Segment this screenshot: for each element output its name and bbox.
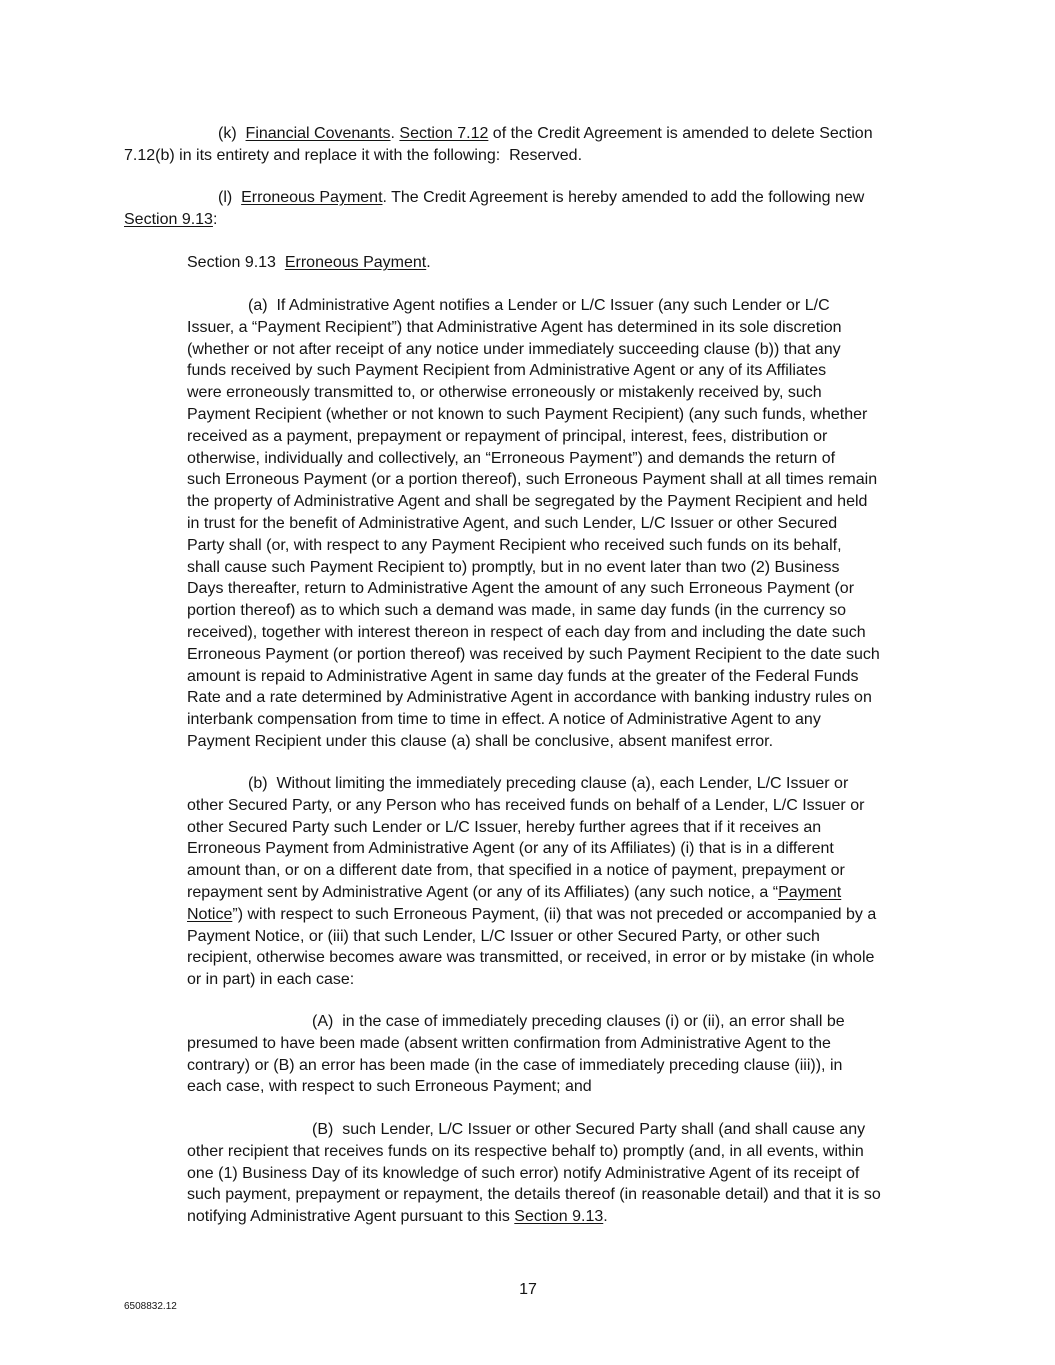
text-line [187,557,880,579]
text-line [187,904,876,926]
text-run: Payment Recipient under this clause (a) shall be conclusive, absent manifest error. [187,732,774,750]
text-line [187,838,876,860]
text-line [187,1076,845,1098]
text-run: contrary) or (B) an error has been made (in the case of immediately preceding clause (iii)), in [187,1056,843,1074]
document-id: 6508832.12 [124,1301,177,1312]
text-run: Payment Recipient (whether or not known to such Payment Recipient) (any such funds, whether [187,405,868,423]
text-line [187,317,880,339]
text-line [187,360,880,382]
subclause-B [187,1119,881,1228]
text-line [187,709,880,731]
underlined-term: Notice [187,905,233,923]
text-line [187,513,880,535]
text-line [187,882,876,904]
text-line [187,795,876,817]
text-run: other recipient that receives funds on its respective behalf to) promptly (and, in all events, within [187,1142,864,1160]
text-run: received as a payment, prepayment or repayment of principal, interest, fees, distribution or [187,427,828,445]
text-run: portion thereof) as to which such a demand was made, in same day funds (in the currency so [187,602,847,620]
text-line [187,817,876,839]
text-run: (A) in the case of immediately preceding clauses (i) or (ii), an error shall be [312,1013,845,1030]
section-heading [187,252,431,274]
text-line [187,1163,881,1185]
text-run: . [426,254,431,271]
text-run: (B) such Lender, L/C Issuer or other Secured Party shall (and shall cause any [312,1121,866,1138]
text-run: Payment Notice, or (iii) that such Lender, L/C Issuer or other Secured Party, or other such [187,927,820,945]
page-number: 17 [519,1281,537,1298]
text-line [187,426,880,448]
text-line [187,1055,845,1077]
text-run: 7.12(b) in its entirety and replace it with the following: Reserved. [124,146,583,164]
subclause-A [187,1011,845,1098]
text-run: shall cause such Payment Recipient to) promptly, but in no event later than two (2) Business [187,558,840,576]
text-run: recipient, otherwise becomes aware was transmitted, or received, in error or by mistake (in whole [187,949,875,967]
text-run: Erroneous Payment (or portion thereof) was received by such Payment Recipient to the date such [187,645,880,663]
text-run: (a) If Administrative Agent notifies a Lender or L/C Issuer (any such Lender or L/C [248,297,830,314]
paragraph-k-financial-covenants [124,123,873,167]
text-run: the property of Administrative Agent and shall be segregated by the Payment Recipient and held [187,493,868,511]
text-line [187,687,880,709]
text-run: funds received by such Payment Recipient from Administrative Agent or any of its Affiliates [187,362,827,380]
text-line [187,666,880,688]
text-line [187,404,880,426]
text-run: (k) [218,125,246,142]
underlined-term: Payment [778,883,842,901]
text-line [187,969,876,991]
text-run: were erroneously transmitted to, or otherwise erroneously or mistakenly received by, such [187,384,822,402]
text-run: amount is repaid to Administrative Agent in same day funds at the greater of the Federal Funds [187,667,859,685]
text-line [187,773,876,795]
text-run: Section 9.13 [187,254,285,271]
underlined-term: Erroneous Payment [241,189,383,206]
text-line [187,578,880,600]
text-run: in trust for the benefit of Administrative Agent, and such Lender, L/C Issuer or other Secured [187,514,838,532]
clause-a [187,295,880,753]
text-line [187,731,880,753]
text-line [187,860,876,882]
text-run: . [390,125,400,142]
text-run: such Erroneous Payment (or a portion thereof), such Erroneous Payment shall at all times remain [187,471,878,489]
text-run: (l) [218,189,242,206]
text-run: . The Credit Agreement is hereby amended to add the following new [382,189,865,206]
underlined-term: Section 9.13 [124,210,213,228]
text-line [187,1184,881,1206]
text-run: otherwise, individually and collectively, an “Erroneous Payment”) and demands the return of [187,449,836,467]
text-line [187,1141,881,1163]
text-run: such payment, prepayment or repayment, the details thereof (in reasonable detail) and that it is so [187,1186,881,1204]
text-line [187,491,880,513]
text-line [187,382,880,404]
text-line [187,295,880,317]
text-line [187,1033,845,1055]
text-run: Days thereafter, return to Administrative Agent the amount of any such Erroneous Payment (or [187,580,855,598]
underlined-term: Erroneous Payment [284,254,427,271]
paragraph-l-erroneous-payment [124,187,864,231]
text-run: ”) with respect to such Erroneous Payment, (ii) that was not preceded or accompanied by a [232,905,877,923]
text-line [187,1119,881,1141]
text-line [187,448,880,470]
text-run: interbank compensation from time to time in effect. A notice of Administrative Agent to any [187,711,821,729]
text-line [124,145,873,167]
text-run: Party shall (or, with respect to any Payment Recipient who received such funds on its behalf, [187,536,842,554]
text-run: (b) Without limiting the immediately preceding clause (a), each Lender, L/C Issuer or [248,775,849,792]
text-run: of the Credit Agreement is amended to delete Section [488,125,873,142]
text-run: each case, with respect to such Erroneous Payment; and [187,1078,592,1096]
text-run: presumed to have been made (absent written confirmation from Administrative Agent to the [187,1034,831,1052]
text-line [187,1206,881,1228]
text-line [187,469,880,491]
text-line [187,947,876,969]
text-line [187,600,880,622]
text-run: amount than, or on a different date from, that specified in a notice of payment, prepayment or [187,862,845,880]
text-run: Erroneous Payment from Administrative Agent (or any of its Affiliates) (i) that is in a different [187,840,834,858]
text-run: other Secured Party, or any Person who has received funds on behalf of a Lender, L/C Issuer or [187,796,865,814]
text-run: . [603,1208,608,1226]
text-line [187,926,876,948]
text-line [124,209,864,231]
text-line [187,1011,845,1033]
underlined-term: Section 9.13 [514,1208,604,1226]
text-line [124,187,864,209]
text-line [187,252,431,274]
text-run: one (1) Business Day of its knowledge of such error) notify Administrative Agent of its receipt of [187,1164,860,1182]
text-line [124,123,873,145]
text-run: or in part) in each case: [187,971,355,989]
text-run: other Secured Party such Lender or L/C Issuer, hereby further agrees that if it receives an [187,818,822,836]
text-run: Issuer, a “Payment Recipient”) that Administrative Agent has determined in its sole discretion [187,318,842,336]
text-run: repayment sent by Administrative Agent (or any of its Affiliates) (any such notice, a “ [187,883,779,901]
clause-b [187,773,876,991]
underlined-term: Section 7.12 [399,125,489,142]
text-line [187,622,880,644]
text-run: : [212,210,218,228]
text-run: notifying Administrative Agent pursuant to this [187,1208,515,1226]
text-line [187,535,880,557]
text-run: (whether or not after receipt of any notice under immediately succeeding clause (b)) that any [187,340,841,358]
text-line [187,339,880,361]
underlined-term: Financial Covenants [245,125,391,142]
text-run: received), together with interest thereon in respect of each day from and including the date such [187,623,866,641]
text-line [187,644,880,666]
text-run: Rate and a rate determined by Administrative Agent in accordance with banking industry rules on [187,689,872,707]
